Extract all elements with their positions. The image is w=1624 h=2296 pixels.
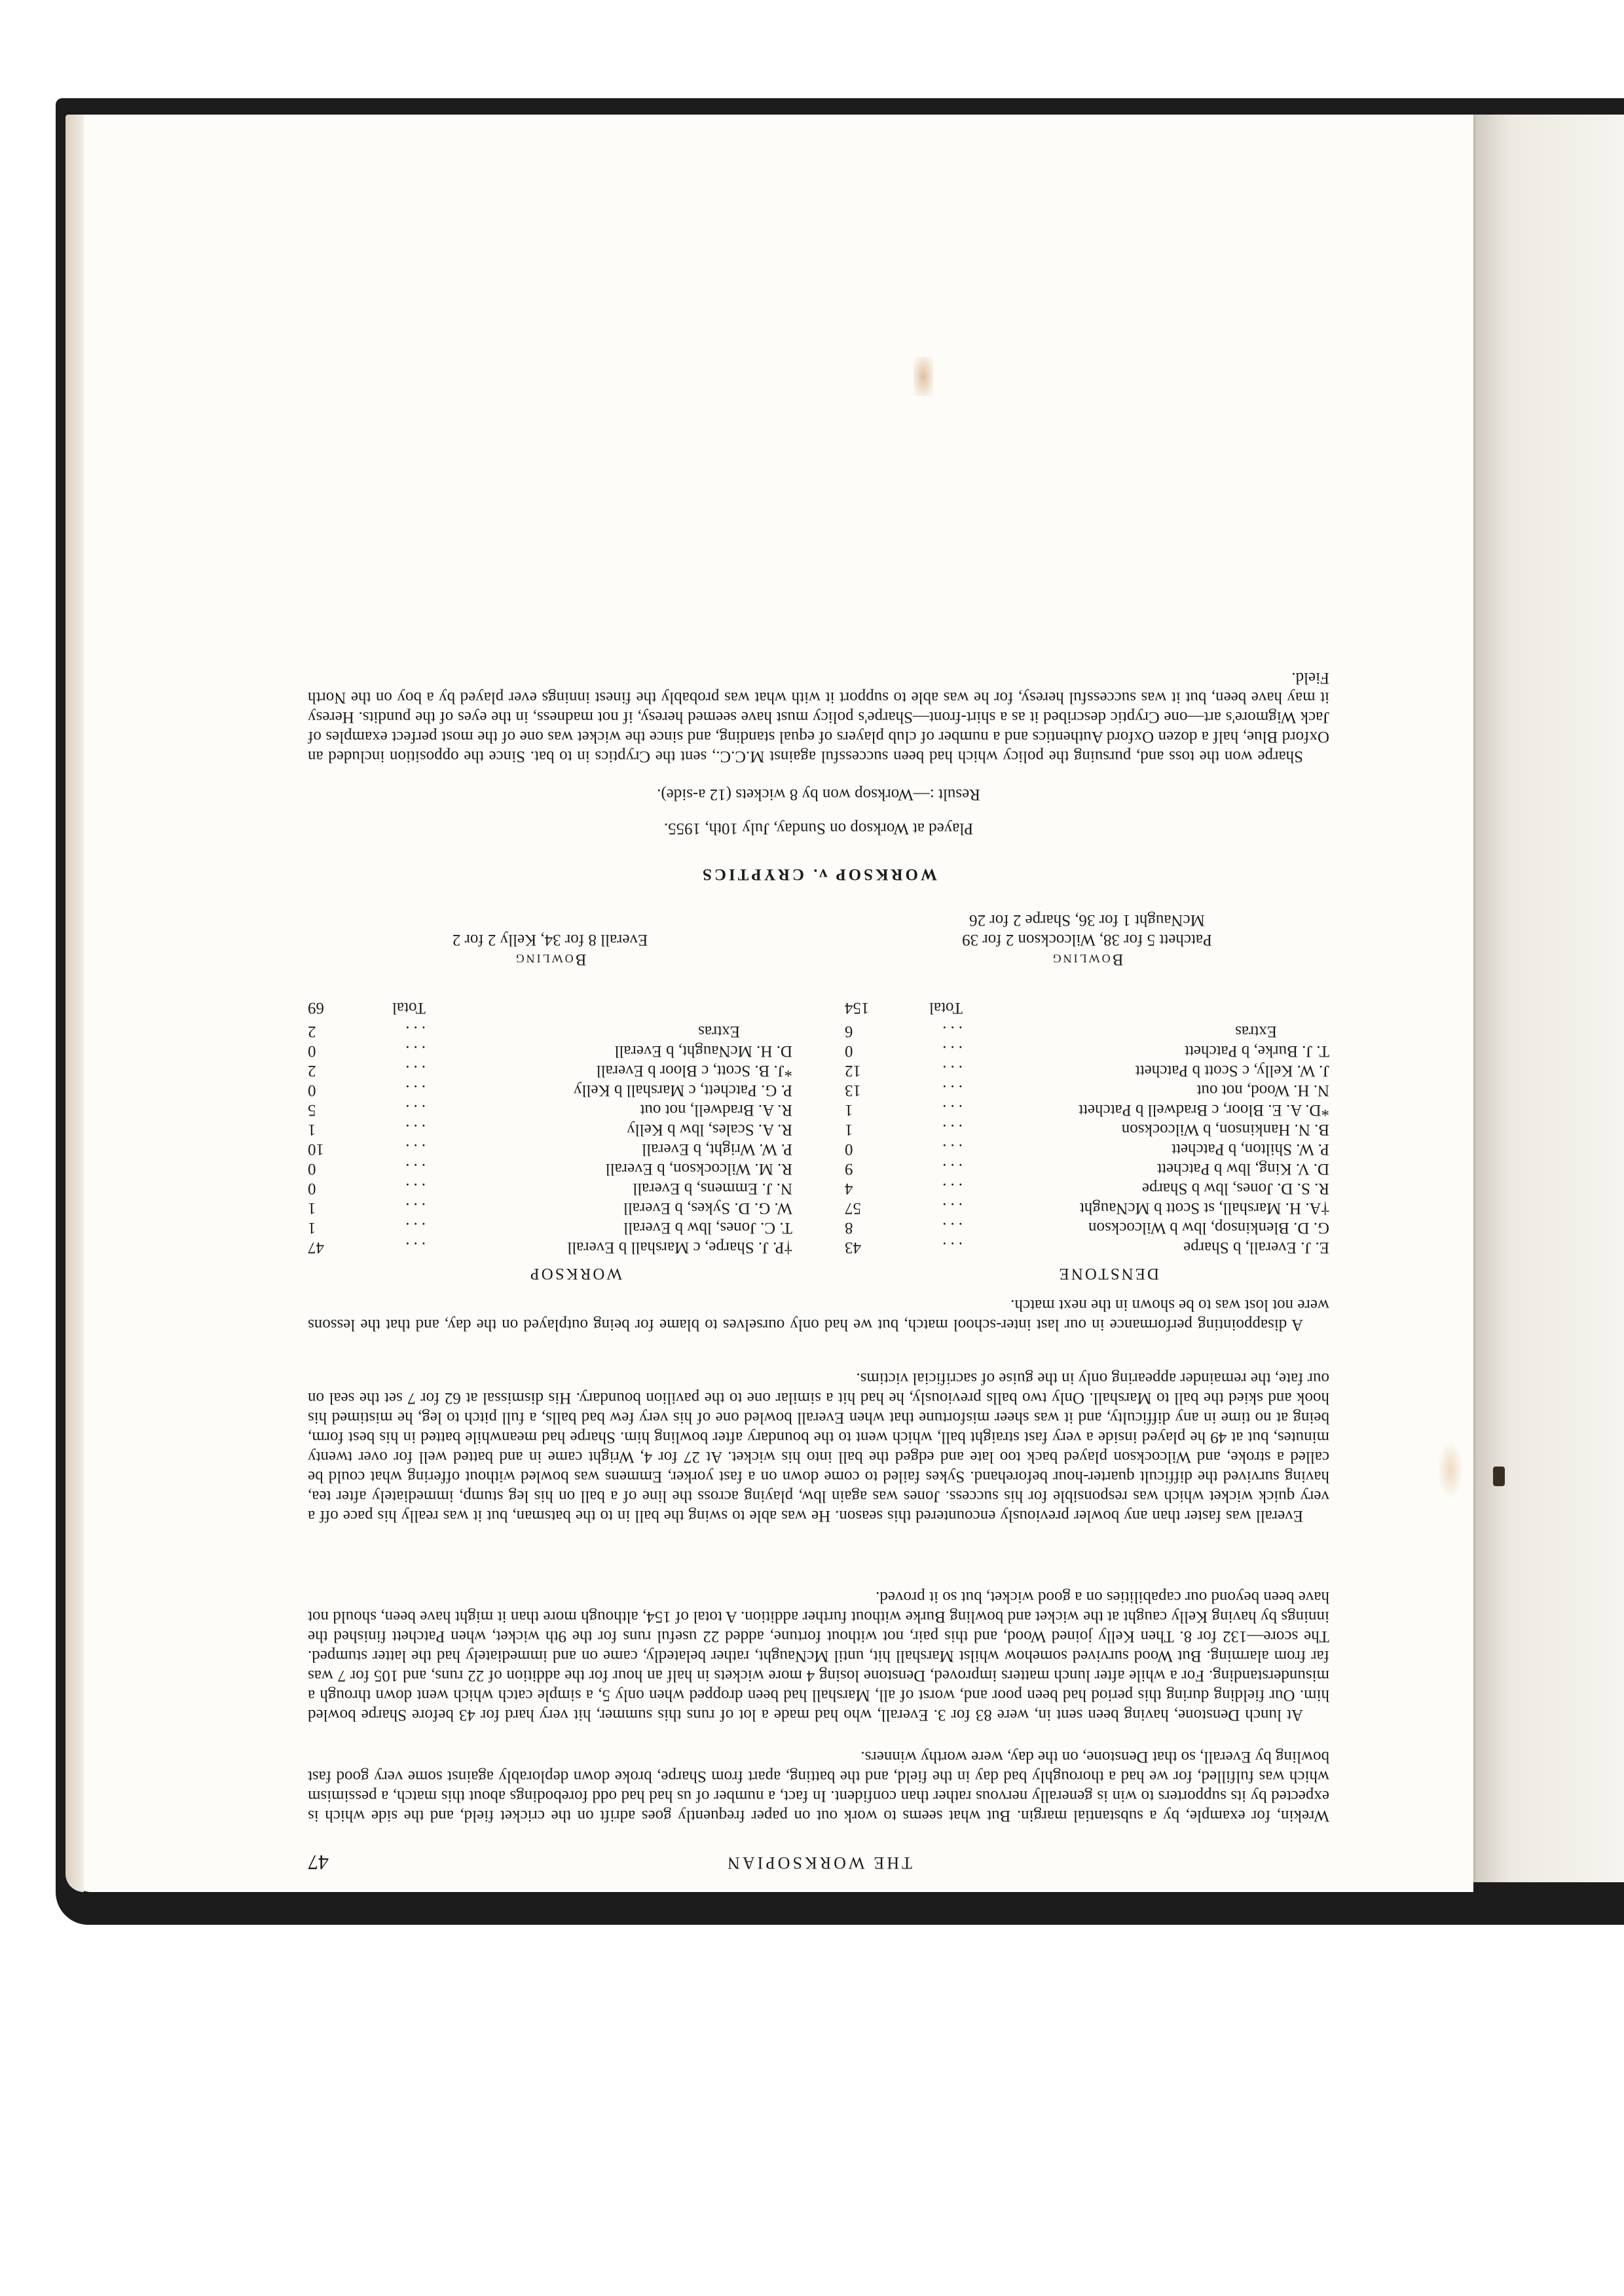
batting-row: P. W. Wright, b Everall ... 10: [308, 1140, 792, 1158]
scorecard-worksop: [308, 998, 792, 1257]
batting-row: *J. B. Scott, c Bloor b Everall ... 2: [308, 1062, 792, 1080]
bowling-heading: Bowling: [513, 951, 587, 968]
bowling-worksop: [308, 930, 792, 969]
batting-row: N. H. Wood, not out ... 13: [845, 1082, 1329, 1099]
paragraph: Everall was faster than any bowler previously encountered this season. He was able to swing the ball in to the batsman, but it was really his pace off a very quick wicket which was responsible for his success. Jones was again lbw, playing across the line of a ball on his leg stump, immediately after tea, having survived the difficult quarter-hour beforehand. Sykes failed to come down on a fast yorker, Emmens was bowled without offering what could be called a stroke, and Wilcockson played back too late and edged the ball into his wicket. At 27 for 4, Wright came in and batted well for over twenty minutes, but at 49 he played inside a very fast straight ball, which went to the boundary after bowling him. Sharpe had meanwhile batted in his best form, being at no time in any difficulty, and it was sheer misfortune that when Everall bowled one of his very few bad balls, a full pitch to leg, he mistimed his hook and skied the ball to Marshall. Only two balls previously, he had hit a similar one to the pavilion boundary. His dismissal at 62 for 7 set the seal on our fate, the remainder appearing only in the guise of sacrificial victims.: [308, 1370, 1329, 1525]
batting-row: *D. A. E. Bloor, c Bradwell b Patchett ... 1: [845, 1101, 1329, 1119]
page-mark: [1493, 1467, 1505, 1486]
match-title: WORKSOP v. CRYPTICS: [700, 866, 937, 883]
batting-row: R. M. Wilcockson, b Everall ... 0: [308, 1160, 792, 1178]
match-report-paragraph: [308, 668, 1329, 766]
extras-row: Extras ... 2: [308, 1023, 740, 1040]
team-headers: [308, 1260, 1329, 1283]
running-header: [308, 1846, 1329, 1872]
batting-row: N. J. Emmens, b Everall ... 0: [308, 1180, 792, 1197]
batting-row: D. H. McNaught, b Everall ... 0: [308, 1042, 792, 1060]
batting-row: R. A. Bradwell, not out ... 5: [308, 1101, 792, 1119]
match-venue-date: Played at Worksop on Sunday, July 10th, 1955.: [663, 820, 974, 837]
extras-row: Extras ... 6: [845, 1023, 1277, 1040]
batting-row: D. V. King, lbw b Patchett ... 9: [845, 1160, 1329, 1178]
batting-row: E. J. Everall, b Sharpe ... 43: [845, 1239, 1329, 1256]
batting-row: T. J. Burke, b Patchett ... 0: [845, 1042, 1329, 1060]
running-title: THE WORKSOPIAN: [725, 1853, 912, 1872]
facing-page-edge: [1473, 115, 1624, 1882]
page-content-rotated: [308, 340, 1329, 1872]
team-worksop-heading: WORKSOP: [528, 1265, 622, 1283]
intro-paragraph-1: [308, 1747, 1329, 1825]
batting-row: P. G. Patchett, c Marshall b Kelly ... 0: [308, 1082, 792, 1099]
scorecard-denstone: [845, 998, 1329, 1257]
paragraph: Wrekin, for example, by a substantial margin. But what seems to work out on paper frequently goes adrift on the cricket field, and the side which is expected by its supporters to win is generally nervous rather than confident. In fact, a number of us had had odd forebodings about this match, a pessimism which was fulfilled, for we had a thoroughly bad day in the field, and the batting, apart from Sharpe, broke down deplorably against some very good fast bowling by Everall, so that Denstone, on the day, were worthy winners.: [308, 1748, 1329, 1825]
batting-row: R. A. Scales, lbw b Kelly ... 1: [308, 1121, 792, 1139]
bowling-denstone: [845, 910, 1329, 969]
bowling-figures: Everall 8 for 34, Kelly 2 for 2: [452, 931, 648, 949]
page-edge-shadow: [65, 115, 84, 1892]
batting-row: †A. H. Marshall, st Scott b McNaught ... 57: [845, 1199, 1329, 1217]
intro-paragraph-4: [308, 1295, 1329, 1334]
bowling-heading: Bowling: [1050, 951, 1124, 968]
bowling-figures: McNaught 1 for 36, Sharpe 2 for 26: [969, 911, 1205, 929]
paragraph: Sharpe won the toss and, pursuing the policy which had been successful against M.C.C., sent the Cryptics in to bat. Since the opposition included an Oxford Blue, half a dozen Oxford Authentics and a number of club players of equal standing, and since the wicket was one of the most perfect examples of Jack Wigmore's art—one Cryptic described it as a shirt-front—Sharpe's policy must have seemed heresy, if not madness, in the eyes of the pundits. Heresy it may have been, but it was successful heresy, for he was able to support it with what was probably the finest innings ever played by a boy on the North Field.: [308, 669, 1329, 765]
intro-paragraph-2: [308, 1587, 1329, 1724]
total-row: Total 69: [308, 999, 426, 1017]
team-denstone-heading: DENSTONE: [1057, 1265, 1159, 1283]
batting-row: T. C. Jones, lbw b Everall ... 1: [308, 1219, 792, 1237]
batting-row: P. W. Shilton, b Patchett ... 0: [845, 1140, 1329, 1158]
batting-row: G. D. Blenkinsop, lbw b Wilcockson ... 8: [845, 1219, 1329, 1237]
page-number: 47: [308, 1851, 329, 1874]
batting-row: †P. J. Sharpe, c Marshall b Everall ... 47: [308, 1239, 792, 1256]
batting-row: W. G. D. Sykes, b Everall ... 1: [308, 1199, 792, 1217]
intro-paragraph-3: [308, 1368, 1329, 1525]
batting-row: J. W. Kelly, c Scott b Patchett ... 12: [845, 1062, 1329, 1080]
batting-row: R. S. D. Jones, lbw b Sharpe ... 4: [845, 1180, 1329, 1197]
bowling-figures: Patchett 5 for 38, Wilcockson 2 for 39: [962, 931, 1212, 949]
batting-row: B. N. Hankinson, b Wilcockson ... 1: [845, 1121, 1329, 1139]
total-row: Total 154: [845, 999, 963, 1017]
paragraph: A disappointing performance in our last inter-school match, but we had only ourselves to blame for being outplayed on the day, and that the lessons were not lost was to be shown in the next match.: [308, 1296, 1329, 1334]
paragraph: At lunch Denstone, having been sent in, were 83 for 3. Everall, who had made a lot of runs this summer, hit very hard for 43 before Sharpe bowled him. Our fielding during this period had been poor and, worst of all, Marshall had been dropped when only 5, a simple catch which went down through a misunderstanding. For a while after lunch matters improved, Denstone losing 4 more wickets in half an hour for the addition of 22 runs, and 105 for 7 was far from alarming. But Wood survived somehow whilst Marshall hit, until McNaught, rather belatedly, came on and immediately had the latter stumped. The score—132 for 8. Then Kelly joined Wood, and this pair, not without fortune, added 22 useful runs for the 9th wicket, when Patchett finished the innings by having Kelly caught at the wicket and bowling Burke without further addition. A total of 154, although more than it might have been, should not have been beyond our capabilities on a good wicket, but so it proved.: [308, 1588, 1329, 1724]
foxing-stain: [1437, 1440, 1464, 1499]
match-result: Result :—Worksop won by 8 wickets (12 a-side).: [657, 786, 980, 803]
